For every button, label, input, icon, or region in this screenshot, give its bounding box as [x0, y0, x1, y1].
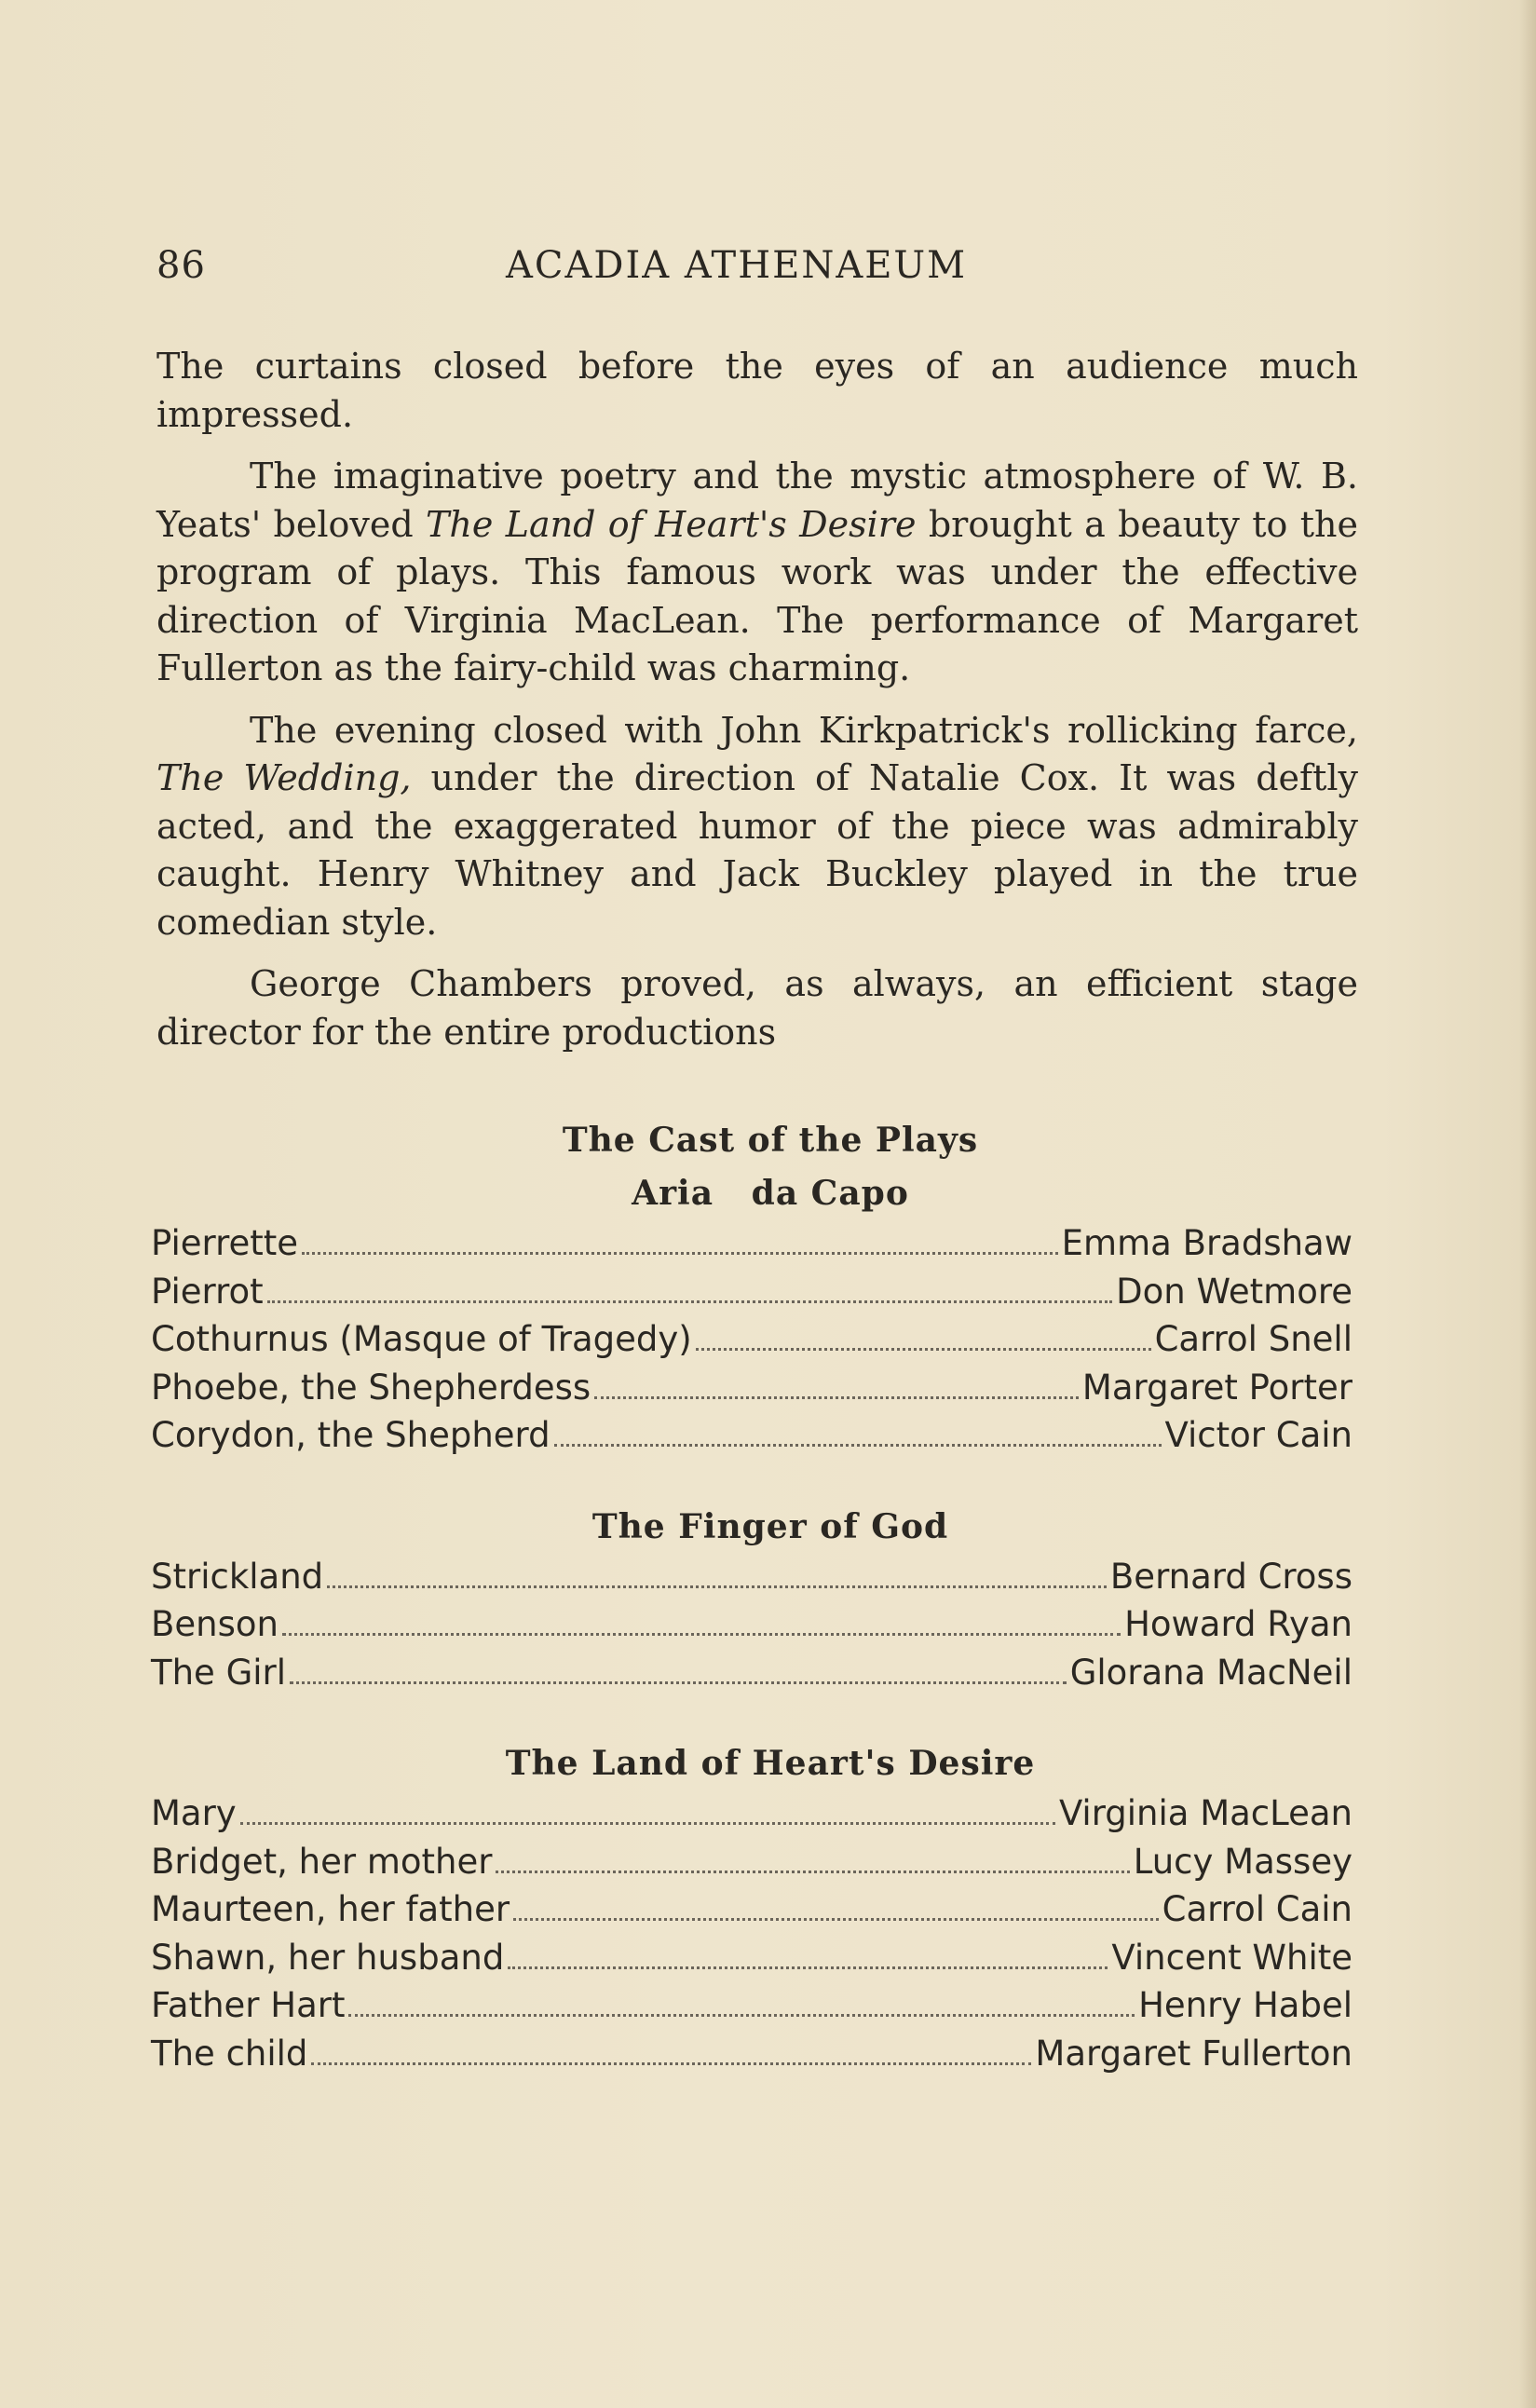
character-name: Corydon, the Shepherd	[151, 1415, 551, 1455]
dot-leader	[311, 2062, 1031, 2065]
body-text	[156, 343, 1358, 1070]
paragraph	[156, 707, 1358, 947]
cast-row	[151, 1649, 1352, 1697]
cast-row	[151, 1885, 1352, 1934]
spacer	[151, 1696, 1352, 1737]
page-number: 86	[156, 244, 206, 287]
actor-name: Carrol Snell	[1154, 1319, 1352, 1359]
paragraph	[156, 960, 1358, 1056]
cast-row	[151, 1934, 1352, 1982]
paragraph-text: under the direction of Natalie Cox. It was deftly acted, and the exaggerated humor of the piece was admirably caught. Henry Whitney and Jack Buckley played in the true comedian style.	[156, 757, 1358, 943]
spacer	[151, 1460, 1352, 1501]
dot-leader	[302, 1252, 1058, 1255]
character-name: Strickland	[151, 1556, 324, 1597]
character-name: Mary	[151, 1793, 237, 1833]
cast-row	[151, 1789, 1352, 1838]
dot-leader	[290, 1681, 1067, 1684]
dot-leader	[696, 1348, 1151, 1351]
character-name: Cothurnus (Masque of Tragedy)	[151, 1319, 692, 1359]
character-name: Pierrot	[151, 1271, 264, 1312]
paragraph-text: The curtains closed before the eyes of an audience much impressed.	[156, 346, 1358, 435]
dot-leader	[594, 1396, 1079, 1399]
character-name: Maurteen, her father	[151, 1889, 510, 1929]
actor-name: Carrol Cain	[1162, 1889, 1352, 1929]
character-name: Benson	[151, 1604, 279, 1644]
actor-name: Vincent White	[1111, 1937, 1352, 1978]
cast-row	[151, 1553, 1352, 1601]
play-heading: The Finger of God	[591, 1506, 949, 1546]
running-head: ACADIA ATHENAEUM	[506, 244, 968, 287]
cast-row	[151, 1838, 1352, 1886]
dot-leader	[348, 2014, 1135, 2017]
cast-row	[151, 1600, 1352, 1649]
paragraph-text: George Chambers proved, as always, an efficient stage director for the entire productions	[156, 963, 1358, 1053]
cast-row	[151, 1315, 1352, 1364]
character-name: Phoebe, the Shepherdess	[151, 1367, 591, 1408]
character-name: Pierrette	[151, 1223, 299, 1263]
cast-list	[151, 1113, 1352, 2077]
character-name: The child	[151, 2033, 308, 2074]
actor-name: Glorana MacNeil	[1069, 1652, 1352, 1693]
dot-leader	[267, 1300, 1112, 1303]
dot-leader	[240, 1822, 1055, 1825]
paragraph-text: brought a beauty to the program of plays. This famous work was under the effective direction of Virginia MacLean. The performance of Margaret Fullerton as the fairy-child was charming.	[156, 503, 1358, 688]
actor-name: Victor Cain	[1164, 1415, 1352, 1455]
cast-row	[151, 1364, 1352, 1412]
character-name: The Girl	[151, 1652, 287, 1693]
actor-name: Henry Habel	[1138, 1985, 1352, 2025]
cast-row	[151, 2030, 1352, 2078]
cast-row	[151, 1411, 1352, 1460]
play-title-italic: The Land of Heart's Desire	[426, 503, 917, 545]
cast-title: The Cast of the Plays	[562, 1121, 979, 1160]
paragraph-text: The evening closed with John Kirkpatrick's rollicking farce,	[250, 709, 1358, 751]
play-heading: Aria da Capo	[632, 1174, 909, 1213]
character-name: Father Hart	[151, 1985, 346, 2025]
dot-leader	[282, 1633, 1121, 1636]
dot-leader	[327, 1585, 1107, 1588]
play-title-italic: The Wedding,	[156, 757, 412, 798]
character-name: Shawn, her husband	[151, 1937, 505, 1978]
actor-name: Howard Ryan	[1124, 1604, 1352, 1644]
dot-leader	[554, 1444, 1162, 1447]
paragraph-text: The imaginative poetry and the mystic atmosphere of W. B. Yeats' beloved	[156, 456, 1358, 545]
paragraph	[156, 343, 1358, 439]
actor-name: Bernard Cross	[1109, 1556, 1352, 1597]
dot-leader	[508, 1966, 1108, 1969]
actor-name: Margaret Fullerton	[1035, 2033, 1352, 2074]
cast-row	[151, 1981, 1352, 2030]
cast-row	[151, 1268, 1352, 1316]
dot-leader	[496, 1871, 1129, 1873]
play-heading: The Land of Heart's Desire	[505, 1744, 1036, 1783]
actor-name: Lucy Massey	[1133, 1841, 1352, 1882]
actor-name: Virginia MacLean	[1058, 1793, 1352, 1833]
dot-leader	[513, 1918, 1159, 1921]
actor-name: Don Wetmore	[1116, 1271, 1352, 1312]
page-header	[156, 244, 1023, 300]
actor-name: Margaret Porter	[1081, 1367, 1352, 1408]
cast-row	[151, 1219, 1352, 1268]
paragraph	[156, 453, 1358, 693]
character-name: Bridget, her mother	[151, 1841, 493, 1882]
actor-name: Emma Bradshaw	[1061, 1223, 1352, 1263]
